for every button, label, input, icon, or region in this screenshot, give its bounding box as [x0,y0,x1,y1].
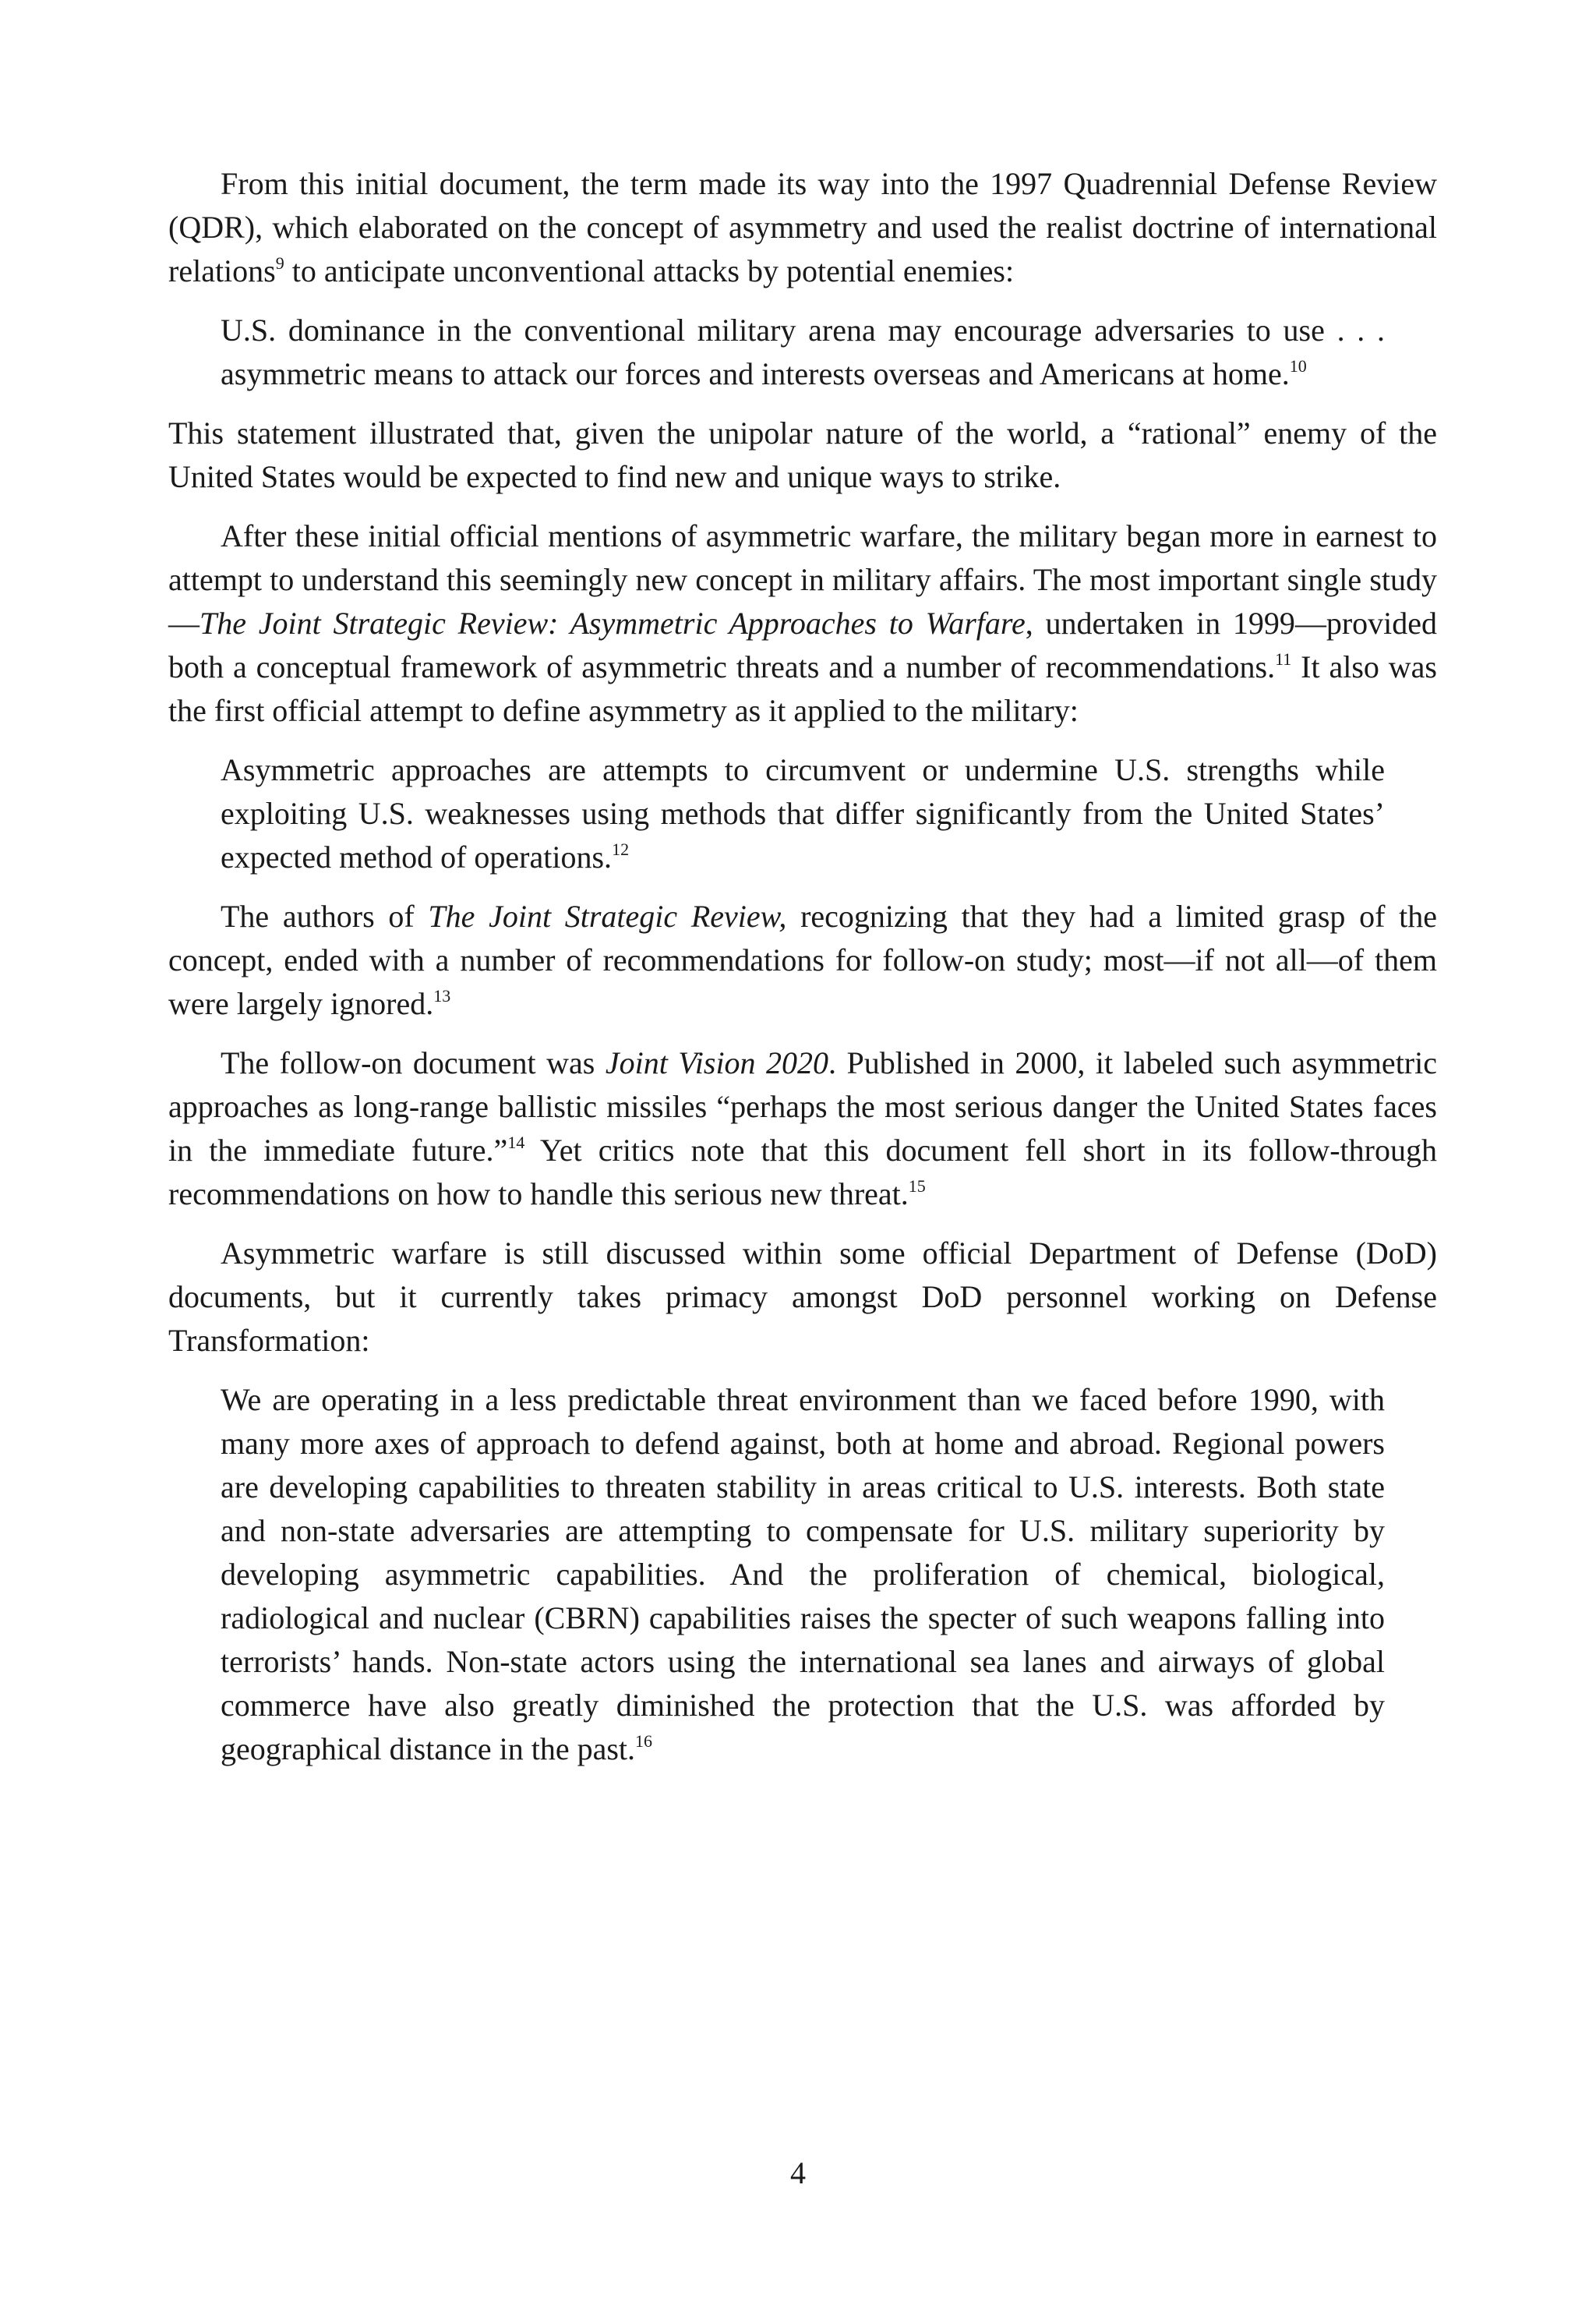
footnote-ref-15[interactable]: 15 [908,1176,926,1196]
jsr-title-2: The Joint Strategic Review, [428,899,787,934]
block-quote-qdr [221,309,1385,396]
paragraph-joint-vision [168,1041,1437,1216]
jsr-title: The Joint Strategic Review: Asymmetric Approaches to Warfare [200,606,1026,641]
block-quote-definition-text: Asymmetric approaches are attempts to circumvent or undermine U.S. strengths while exploiting U.S. weaknesses using methods that differ significantly from the United States’ expected method of operations. [221,752,1385,875]
block-quote-threat-text: We are operating in a less predictable threat environment than we faced before 1990, with many more axes of approach to defend against, both at home and abroad. Regional powers are developing capabilities to threaten stability in areas critical to U.S. interests. Both state and non-state adversaries are attempting to compensate for U.S. military superiority by developing asymmetric capabilities. And the proliferation of chemical, biological, radiological and nuclear (CBRN) capabilities raises the specter of such weapons falling into terrorists’ hands. Non-state actors using the international sea lanes and airways of global commerce have also greatly diminished the protection that the U.S. was afforded by geographical distance in the past. [221,1382,1385,1766]
footnote-ref-12[interactable]: 12 [612,840,630,859]
joint-vision-title: Joint Vision 2020 [605,1045,829,1080]
paragraph-jv-text: The follow-on document was [221,1045,606,1080]
paragraph-authors [168,895,1437,1026]
block-quote-qdr-text: U.S. dominance in the conventional military arena may encourage adversaries to use . . . asymmetric means to attack our forces and interests overseas and Americans at home. [221,313,1385,391]
paragraph-qdr-text-end: to anticipate unconventional attacks by potential enemies: [284,253,1015,288]
block-quote-asymmetric-definition [221,748,1385,879]
footnote-ref-11[interactable]: 11 [1275,649,1292,669]
footnote-ref-14[interactable]: 14 [507,1133,525,1152]
footnote-ref-10[interactable]: 10 [1289,356,1307,376]
paragraph-authors-text: The authors of [221,899,429,934]
footnote-ref-13[interactable]: 13 [433,986,451,1006]
footnote-ref-9[interactable]: 9 [275,253,284,273]
paragraph-qdr-text: From this initial document, the term made its way into the 1997 Quadrennial Defense Review (QDR), which elaborated on the concept of asymmetry and used the realist doctrine of international relations [168,166,1437,288]
paragraph-jsr-text: After these initial official mentions of asymmetric warfare, the military began more in earnest to attempt to understand this seemingly new concept in military affairs. The most important single study— [168,518,1437,641]
block-quote-threat-environment [221,1378,1385,1771]
paragraph-unipolar: This statement illustrated that, given the unipolar nature of the world, a “rational” enemy of the United States would be expected to find new and unique ways to strike. [168,415,1437,494]
paragraph-qdr [168,162,1437,293]
paragraph-jsr-text-mid: , undertaken in 1999—provided both a conceptual framework of asymmetric threats and a number of recommendations. [168,606,1438,684]
footnote-ref-16[interactable]: 16 [635,1731,653,1751]
page-number: 4 [790,2155,806,2190]
paragraph-jv-text-end: Yet critics note that this document fell short in its follow-through recommendations on how to handle this serious new threat. [168,1133,1437,1211]
paragraph-jv-text-mid: . Published in 2000, it labeled such asymmetric approaches as long-range ballistic missiles “perhaps the most serious danger the United States faces in the immediate future.” [168,1045,1437,1168]
paragraph-dod: Asymmetric warfare is still discussed within some official Department of Defense (DoD) documents, but it currently takes primacy amongst DoD personnel working on Defense Transformation: [168,1236,1437,1358]
paragraph-jsr-text-end: It also was the first official attempt to define asymmetry as it applied to the military: [168,649,1437,728]
paragraph-authors-text-end: recognizing that they had a limited grasp of the concept, ended with a number of recommendations for follow-on study; most—if not all—of them were largely ignored. [168,899,1438,1021]
paragraph-joint-strategic-review [168,514,1437,733]
body-text [168,162,1437,1771]
